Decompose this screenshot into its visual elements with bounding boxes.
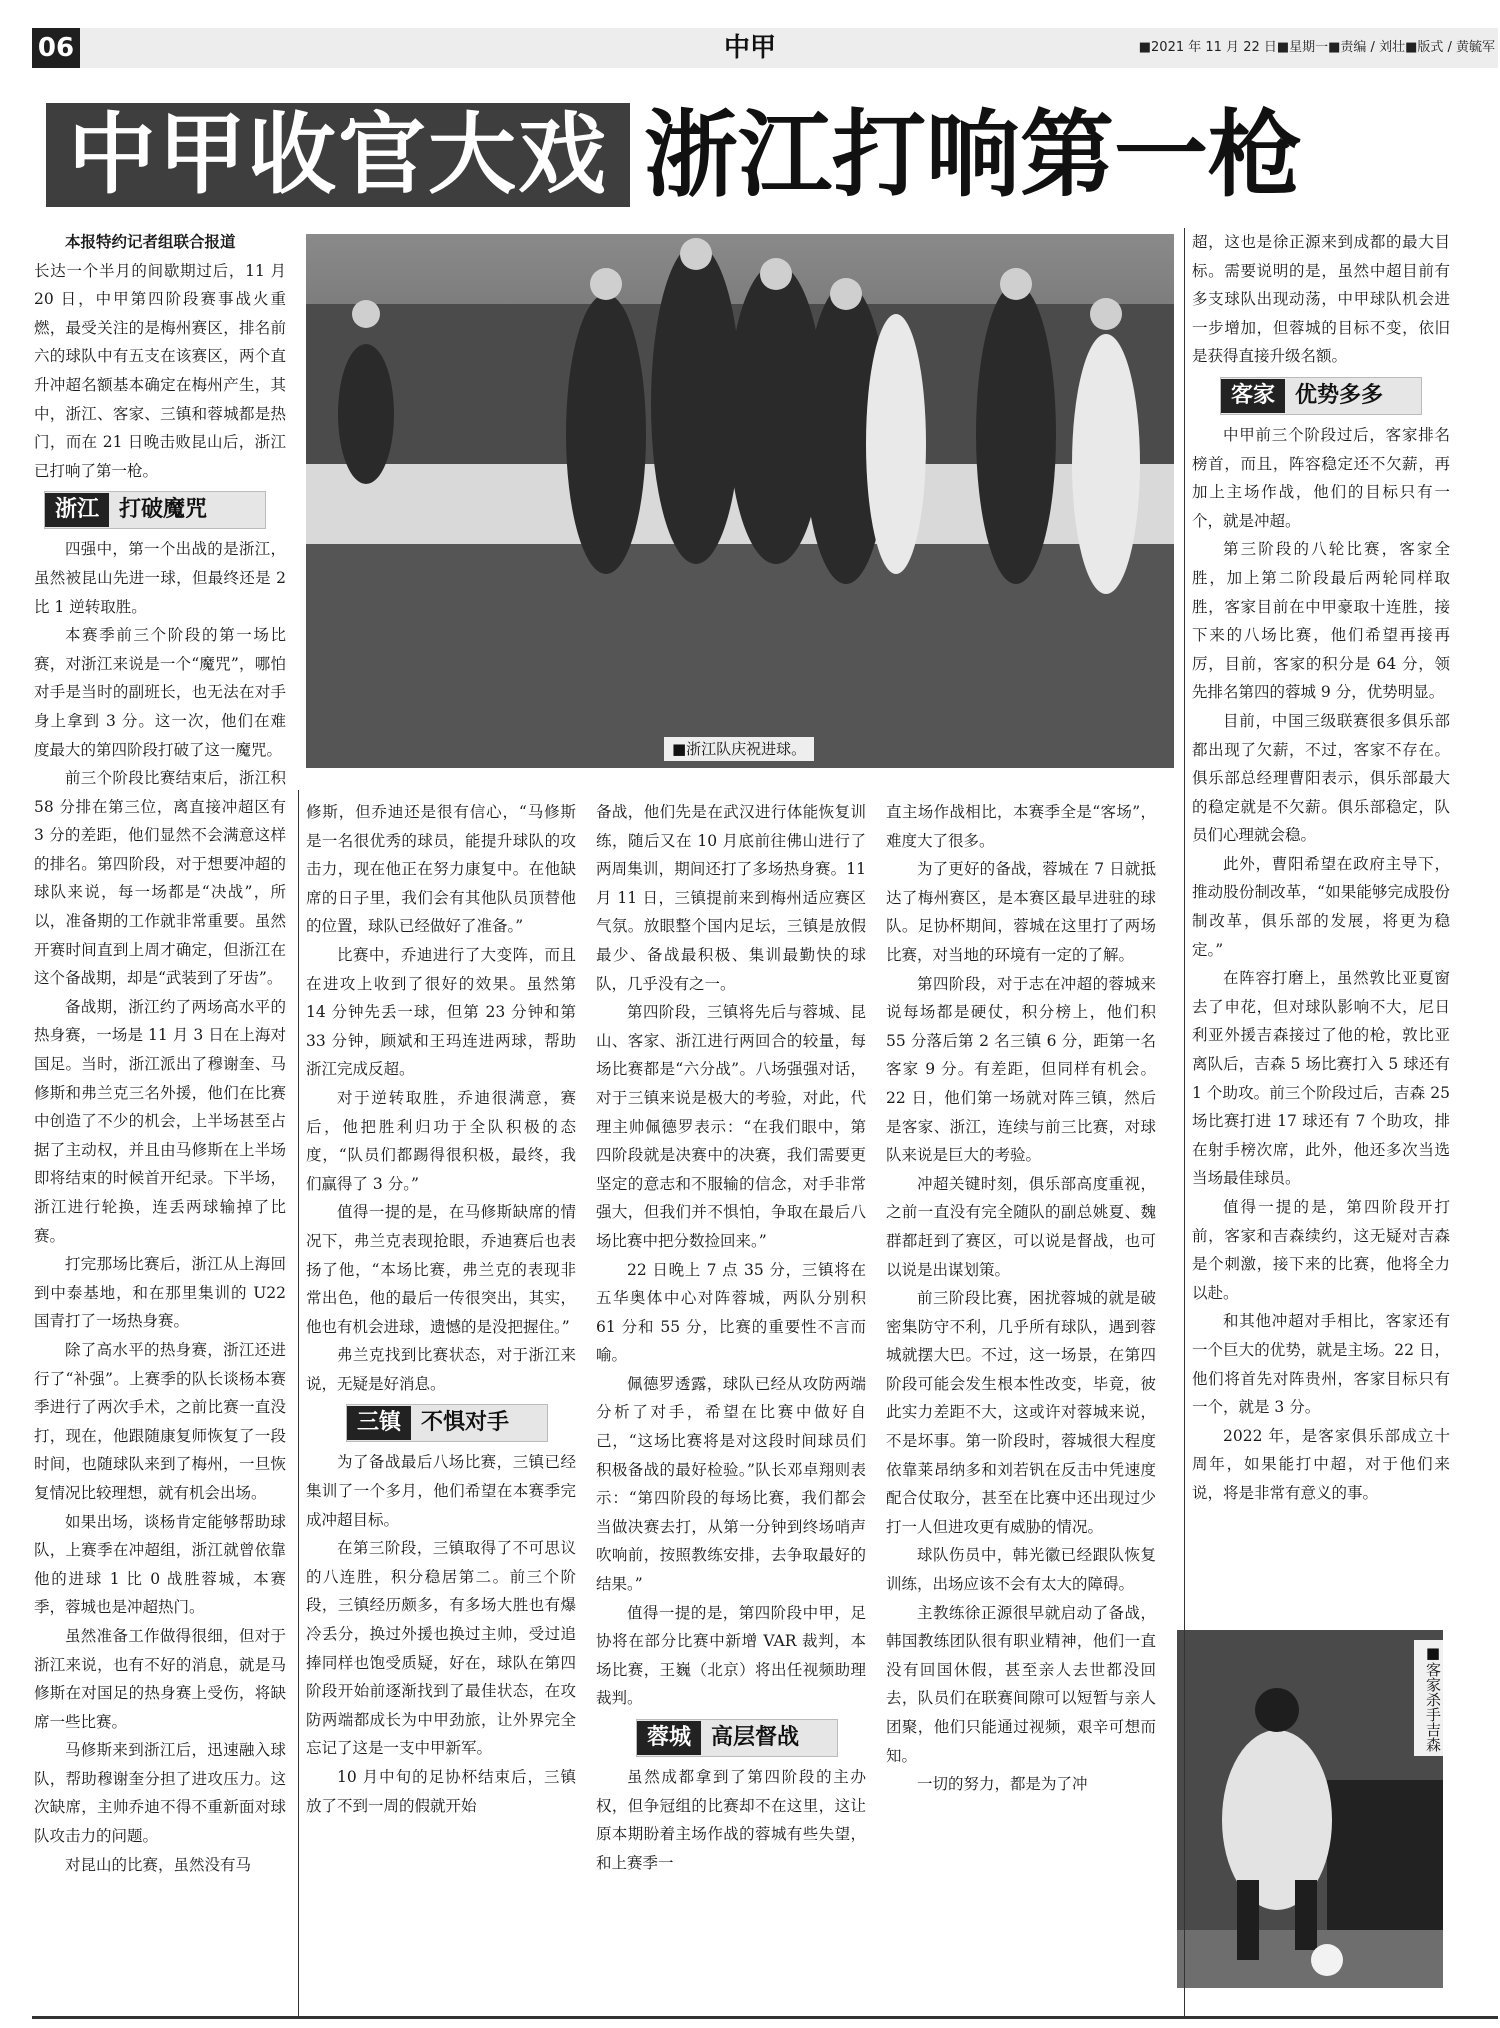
intro-paragraph: 长达一个半月的间歇期过后，11 月 20 日，中甲第四阶段赛事战火重燃，最受关注的是梅州赛区，排名前六的球队中有五支在该赛区，两个直升冲超名额基本确定在梅州产生，其中，浙江、客家、三镇和蓉城都是热门，而在 21 日晚击败昆山后，浙江已打响了第一枪。 xyxy=(34,261,286,480)
article-paragraph: 比赛中，乔迪进行了大变阵，而且在进攻上收到了很好的效果。虽然第 14 分钟先丢一球，但第 23 分钟和第 33 分钟，顾斌和王玛连进两球，帮助浙江完成反超。 xyxy=(306,945,576,1079)
article-paragraph: 在第三阶段，三镇取得了不可思议的八连胜，积分稳居第二。前三个阶段，三镇经历颇多，有多场大胜也有爆冷丢分，换过外援也换过主帅，受过追捧同样也饱受质疑，好在，球队在第四阶段开始前逐渐找到了最佳状态，在攻防两端都成长为中甲劲旅，让外界完全忘记了这是一支中甲新军。 xyxy=(306,1539,576,1758)
column-2-body-2 xyxy=(306,1448,576,1820)
article-paragraph: 在阵容打磨上，虽然敦比亚夏窗去了申花，但对球队影响不大，尼日利亚外援吉森接过了他的枪，敦比亚离队后，吉森 5 场比赛打入 5 球还有 1 个助攻。前三个阶段过后，吉森 25 场比赛打进 17 球还有 7 个助攻，排在射手榜次席，此外，他还多次当选当场最佳球员。 xyxy=(1192,969,1450,1188)
subhead-rongcheng xyxy=(636,1719,838,1757)
main-photo xyxy=(306,234,1174,768)
article-paragraph: 打完那场比赛后，浙江从上海回到中泰基地，和在那里集训的 U22 国青打了一场热身赛。 xyxy=(34,1255,286,1331)
headline-left: 中甲收官大戏 xyxy=(67,103,608,206)
main-photo-caption: ■浙江队庆祝进球。 xyxy=(664,737,814,761)
players-celebrating-image xyxy=(306,234,1174,768)
article-paragraph: 超，这也是徐正源来到成都的最大目标。需要说明的是，虽然中超目前有多支球队出现动荡，中甲球队机会进一步增加，但蓉城的目标不变，依旧是获得直接升级名额。 xyxy=(1192,233,1450,366)
column-rule xyxy=(1184,228,1185,2018)
player-jisen-image xyxy=(1177,1630,1443,1988)
column-4 xyxy=(886,798,1156,2018)
article-paragraph: 值得一提的是，在马修斯缺席的情况下，弗兰克表现抢眼，乔迪赛后也表扬了他，“本场比赛，弗兰克的表现非常出色，他的最后一传很突出，其实，他也有机会进球，遗憾的是没把握住。” xyxy=(306,1203,576,1336)
column-2-body xyxy=(306,798,576,1398)
subhead-tag: 客家 xyxy=(1221,379,1285,413)
article-paragraph: 一切的努力，都是为了冲 xyxy=(917,1775,1088,1794)
section-name: 中甲 xyxy=(723,33,776,63)
article-paragraph: 主教练徐正源很早就启动了备战，韩国教练团队很有职业精神，他们一直没有回国休假，甚至亲人去世都没回去，队员们在联赛间隙可以短暂与亲人团聚，他们只能通过视频，艰辛可想而知。 xyxy=(886,1603,1156,1765)
article-paragraph: 为了更好的备战，蓉城在 7 日就抵达了梅州赛区，是本赛区最早进驻的球队。足协杯期间，蓉城在这里打了两场比赛，对当地的环境有一定的了解。 xyxy=(886,860,1156,964)
side-photo xyxy=(1177,1630,1443,1988)
column-5-body-2 xyxy=(1192,421,1450,1508)
article-paragraph: 值得一提的是，第四阶段开打前，客家和吉森续约，这无疑对吉森是个刺激，接下来的比赛，他将全力以赴。 xyxy=(1192,1198,1450,1302)
subhead-kejia xyxy=(1220,377,1422,415)
article-paragraph: 第四阶段，三镇将先后与蓉城、昆山、客家、浙江进行两回合的较量，每场比赛都是“六分战”。八场强强对话，对于三镇来说是极大的考验，对此，代理主帅佩德罗表示：“在我们眼中，第四阶段就是决赛中的决赛，我们需要更坚定的意志和不服输的信念，对手非常强大，但我们并不惧怕，争取在最后八场比赛中把分数捡回来。” xyxy=(596,1003,866,1250)
article-paragraph: 虽然成都拿到了第四阶段的主办权，但争冠组的比赛却不在这里，这让原本期盼着主场作战的蓉城有些失望，和上赛季一 xyxy=(596,1768,866,1872)
byline: 本报特约记者组联合报道 xyxy=(65,233,236,251)
article-paragraph: 此外，曹阳希望在政府主导下，推动股份制改革，“如果能够完成股份制改革，俱乐部的发展，将更为稳定。” xyxy=(1192,854,1450,959)
article-paragraph: 第四阶段，对于志在冲超的蓉城来说每场都是硬仗，积分榜上，他们积 55 分落后第 2 名三镇 6 分，距第一名客家 9 分。有差距，但同样有机会。22 日，他们第一场就对阵三镇，然后是客家、浙江，连续与前三比赛，对球队来说是巨大的考验。 xyxy=(886,974,1156,1165)
bottom-rule xyxy=(32,2016,1498,2019)
article-paragraph: 22 日晚上 7 点 35 分，三镇将在五华奥体中心对阵蓉城，两队分别积 61 分和 55 分，比赛的重要性不言而喻。 xyxy=(596,1260,866,1365)
subhead-tag: 蓉城 xyxy=(637,1721,701,1755)
article-paragraph: 对于逆转取胜，乔迪很满意，赛后，他把胜利归功于全队积极的态度，“队员们都踢得很积极，最终，我们赢得了 3 分。” xyxy=(306,1088,576,1193)
article-paragraph: 中甲前三个阶段过后，客家排名榜首，而且，阵容稳定还不欠薪，再加上主场作战，他们的目标只有一个，就是冲超。 xyxy=(1192,425,1450,530)
column-2 xyxy=(306,798,576,2018)
side-photo-caption: ■客家杀手吉森 xyxy=(1414,1640,1444,1756)
article-paragraph: 10 月中旬的足协杯结束后，三镇放了不到一周的假就开始 xyxy=(306,1768,576,1815)
article-paragraph: 直主场作战相比，本赛季全是“客场”，难度大了很多。 xyxy=(886,803,1156,850)
column-3 xyxy=(596,798,866,2018)
column-5-body xyxy=(1192,228,1450,371)
article-paragraph: 前三个阶段比赛结束后，浙江积 58 分排在第三位，离直接冲超区有 3 分的差距，他们显然不会满意这样的排名。第四阶段，对于想要冲超的球队来说，每一场都是“决战”，所以，准备期的工作就非常重要。虽然开赛时间直到上周才确定，但浙江在这个备战期，却是“武装到了牙齿”。 xyxy=(34,769,286,988)
column-rule xyxy=(298,790,299,2018)
column-5 xyxy=(1192,228,1450,1628)
subhead-text: 优势多多 xyxy=(1295,382,1384,408)
column-3-body xyxy=(596,798,866,1713)
subhead-zhejiang xyxy=(44,491,266,529)
column-1-body xyxy=(34,535,286,1879)
article-paragraph: 备战，他们先是在武汉进行体能恢复训练，随后又在 10 月底前往佛山进行了两周集训，期间还打了多场热身赛。11 月 11 日，三镇提前来到梅州适应赛区气氛。放眼整个国内足坛，三镇是放假最少、备战最积极、集训最勤快的球队，几乎没有之一。 xyxy=(596,803,866,993)
column-4-body xyxy=(886,798,1156,1799)
article-paragraph: 2022 年，是客家俱乐部成立十周年，如果能打中超，对于他们来说，将是非常有意义的事。 xyxy=(1192,1426,1450,1502)
headline-right: 浙江打响第一枪 xyxy=(644,100,1303,210)
article-paragraph: 冲超关键时刻，俱乐部高度重视，之前一直没有完全随队的副总姚夏、魏群都赶到了赛区，可以说是督战，也可以说是出谋划策。 xyxy=(886,1174,1156,1279)
subhead-tag: 浙江 xyxy=(45,493,109,527)
article-paragraph: 为了备战最后八场比赛，三镇已经集训了一个多月，他们希望在本赛季完成冲超目标。 xyxy=(306,1453,576,1529)
column-1 xyxy=(34,228,286,2018)
article-paragraph: 目前，中国三级联赛很多俱乐部都出现了欠薪，不过，客家不存在。俱乐部总经理曹阳表示，俱乐部最大的稳定就是不欠薪。俱乐部稳定，队员们心理就会稳。 xyxy=(1192,711,1450,845)
subhead-text: 不惧对手 xyxy=(421,1410,510,1436)
subhead-tag: 三镇 xyxy=(347,1406,411,1440)
subhead-sanzhen xyxy=(346,1404,548,1442)
subhead-text: 打破魔咒 xyxy=(119,497,208,523)
article-paragraph: 本赛季前三个阶段的第一场比赛，对浙江来说是一个“魔咒”，哪怕对手是当时的副班长，也无法在对手身上拿到 3 分。这一次，他们在难度最大的第四阶段打破了这一魔咒。 xyxy=(34,626,286,759)
article-paragraph: 前三阶段比赛，困扰蓉城的就是破密集防守不利，几乎所有球队，遇到蓉城就摆大巴。不过，这一场景，在第四阶段可能会发生根本性改变，毕竟，彼此实力差距不大，这或许对蓉城来说，不是坏事。第一阶段时，蓉城很大程度依靠莱昂纳多和刘若钒在反击中凭速度配合仗取分，甚至在比赛中还出现过少打一人但进攻更有威胁的情况。 xyxy=(886,1289,1156,1536)
article-paragraph: 四强中，第一个出战的是浙江，虽然被昆山先进一球，但最终还是 2 比 1 逆转取胜。 xyxy=(34,540,286,616)
article-paragraph: 如果出场，谈杨肯定能够帮助球队，上赛季在冲超组，浙江就曾依靠他的进球 1 比 0 战胜蓉城，本赛季，蓉城也是冲超热门。 xyxy=(34,1512,286,1617)
article-paragraph: 球队伤员中，韩光徽已经跟队恢复训练，出场应该不会有太大的障碍。 xyxy=(886,1546,1156,1594)
article-paragraph: 弗兰克找到比赛状态，对于浙江来说，无疑是好消息。 xyxy=(306,1346,576,1393)
subhead-text: 高层督战 xyxy=(711,1724,800,1750)
article-paragraph: 虽然准备工作做得很细，但对于浙江来说，也有不好的消息，就是马修斯在对国足的热身赛上受伤，将缺席一些比赛。 xyxy=(34,1626,286,1731)
article-paragraph: 第三阶段的八轮比赛，客家全胜，加上第二阶段最后两轮同样取胜，客家目前在中甲豪取十连胜，接下来的八场比赛，他们希望再接再厉，目前，客家的积分是 64 分，领先排名第四的蓉城 9 分，优势明显。 xyxy=(1192,540,1450,702)
article-paragraph: 备战期，浙江约了两场高水平的热身赛，一场是 11 月 3 日在上海对国足。当时，浙江派出了穆谢奎、马修斯和弗兰克三名外援，他们在比赛中创造了不少的机会，上半场甚至占据了主动权，并且由马修斯在上半场即将结束的时候首开纪录。下半场，浙江进行轮换，连丢两球输掉了比赛。 xyxy=(34,997,286,1245)
article-paragraph: 佩德罗透露，球队已经从攻防两端分析了对手，希望在比赛中做好自己，“这场比赛将是对这段时间球员们积极备战的最好检验。”队长邓卓翔则表示：“第四阶段的每场比赛，我们都会当做决赛去打，从第一分钟到终场哨声吹响前，按照教练安排，去争取最好的结果。” xyxy=(596,1374,866,1594)
article-paragraph: 修斯，但乔迪还是很有信心，“马修斯是一名很优秀的球员，能提升球队的攻击力，现在他正在努力康复中。在他缺席的日子里，我们会有其他队员顶替他的位置，球队已经做好了准备。” xyxy=(306,803,576,936)
article-paragraph: 马修斯来到浙江后，迅速融入球队，帮助穆谢奎分担了进攻压力。这次缺席，主帅乔迪不得不重新面对球队攻击力的问题。 xyxy=(34,1741,286,1846)
article-paragraph: 值得一提的是，第四阶段中甲，足协将在部分比赛中新增 VAR 裁判，本场比赛，王巍（北京）将出任视频助理裁判。 xyxy=(596,1603,866,1708)
article-paragraph: 对昆山的比赛，虽然没有马 xyxy=(65,1855,252,1874)
column-3-body-2 xyxy=(596,1763,866,1877)
article-paragraph: 和其他冲超对手相比，客家还有一个巨大的优势，就是主场。22 日，他们将首先对阵贵州，客家目标只有一个，就是 3 分。 xyxy=(1192,1312,1450,1417)
article-paragraph: 除了高水平的热身赛，浙江还进行了“补强”。上赛季的队长谈杨本赛季进行了两次手术，之前比赛一直没打，现在，他跟随康复师恢复了一段时间，也随球队来到了梅州，一旦恢复情况比较理想，就有机会出场。 xyxy=(34,1340,286,1502)
dateline: ■2021 年 11 月 22 日■星期一■责编 / 刘壮■版式 / 黄毓军 xyxy=(1138,40,1495,55)
page-number: 06 xyxy=(32,28,80,68)
